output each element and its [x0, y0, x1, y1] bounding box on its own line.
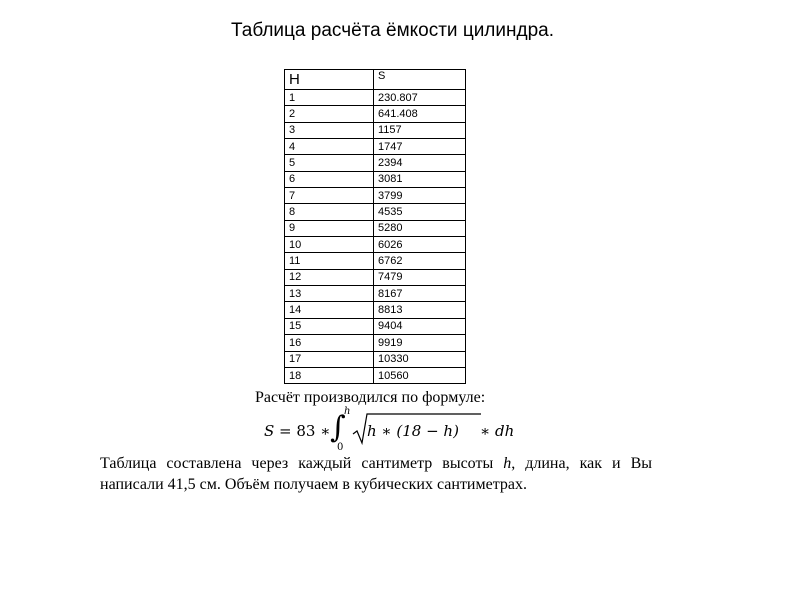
table-row	[285, 237, 466, 253]
explanation-paragraph	[100, 453, 652, 495]
cell-s: 5280	[374, 220, 466, 236]
table-row	[285, 335, 466, 351]
table-row	[285, 367, 466, 383]
cell-s: 3799	[374, 188, 466, 204]
capacity-table	[284, 69, 466, 384]
formula-radicand: h ∗ (18 − h)	[367, 422, 459, 440]
cell-h: 5	[285, 155, 374, 171]
table-header-row	[285, 70, 466, 90]
cell-s: 9404	[374, 318, 466, 334]
table-row	[285, 122, 466, 138]
cell-h: 18	[285, 367, 374, 383]
table-row	[285, 171, 466, 187]
table-row	[285, 139, 466, 155]
cell-s: 9919	[374, 335, 466, 351]
cell-h: 4	[285, 139, 374, 155]
cell-s: 8813	[374, 302, 466, 318]
table-row	[285, 269, 466, 285]
column-header-s: S	[374, 70, 466, 90]
cell-h: 7	[285, 188, 374, 204]
cell-h: 15	[285, 318, 374, 334]
table-row	[285, 351, 466, 367]
formula-lhs	[264, 422, 330, 440]
cell-h: 11	[285, 253, 374, 269]
cell-s: 8167	[374, 286, 466, 302]
cell-s: 1747	[374, 139, 466, 155]
cell-s: 230.807	[374, 90, 466, 106]
formula-equals-part: = 83 ∗	[274, 422, 331, 440]
cell-h: 1	[285, 90, 374, 106]
table-row	[285, 302, 466, 318]
cell-h: 14	[285, 302, 374, 318]
cell-s: 6026	[374, 237, 466, 253]
table-row	[285, 286, 466, 302]
cell-h: 17	[285, 351, 374, 367]
cell-s: 2394	[374, 155, 466, 171]
table-row	[285, 204, 466, 220]
integral-upper-limit: h	[344, 406, 351, 417]
paragraph-text-start: Таблица составлена через каждый сантиметр высоты	[100, 455, 504, 472]
paragraph-text-end: , длина, как и Вы написали 41,5 см. Объём получаем в кубических сантиметрах.	[100, 455, 653, 493]
cell-s: 4535	[374, 204, 466, 220]
integral-lower-limit: 0	[337, 442, 344, 453]
table-row	[285, 106, 466, 122]
cell-h: 13	[285, 286, 374, 302]
cell-s: 641.408	[374, 106, 466, 122]
cell-h: 2	[285, 106, 374, 122]
paragraph-variable: h	[503, 455, 512, 472]
cell-s: 7479	[374, 269, 466, 285]
cell-h: 9	[285, 220, 374, 236]
cell-h: 6	[285, 171, 374, 187]
table-row	[285, 188, 466, 204]
table-row	[285, 318, 466, 334]
cell-h: 12	[285, 269, 374, 285]
formula-lhs-var: S	[264, 422, 275, 440]
cell-h: 8	[285, 204, 374, 220]
cell-h: 16	[285, 335, 374, 351]
table-body	[285, 90, 466, 384]
cell-s: 6762	[374, 253, 466, 269]
column-header-h: H	[285, 70, 374, 90]
cell-s: 10560	[374, 367, 466, 383]
table-row	[285, 253, 466, 269]
cell-h: 3	[285, 122, 374, 138]
cell-s: 3081	[374, 171, 466, 187]
cell-s: 1157	[374, 122, 466, 138]
table-row	[285, 90, 466, 106]
formula-tail: ∗ dh	[480, 422, 515, 440]
integral-sign-icon: ∫	[330, 410, 346, 445]
formula-caption: Расчёт производился по формуле:	[255, 389, 486, 406]
document-title-text: Таблица расчёта ёмкости цилиндра.	[231, 20, 554, 41]
cell-h: 10	[285, 237, 374, 253]
table-row	[285, 155, 466, 171]
cell-s: 10330	[374, 351, 466, 367]
table-row	[285, 220, 466, 236]
